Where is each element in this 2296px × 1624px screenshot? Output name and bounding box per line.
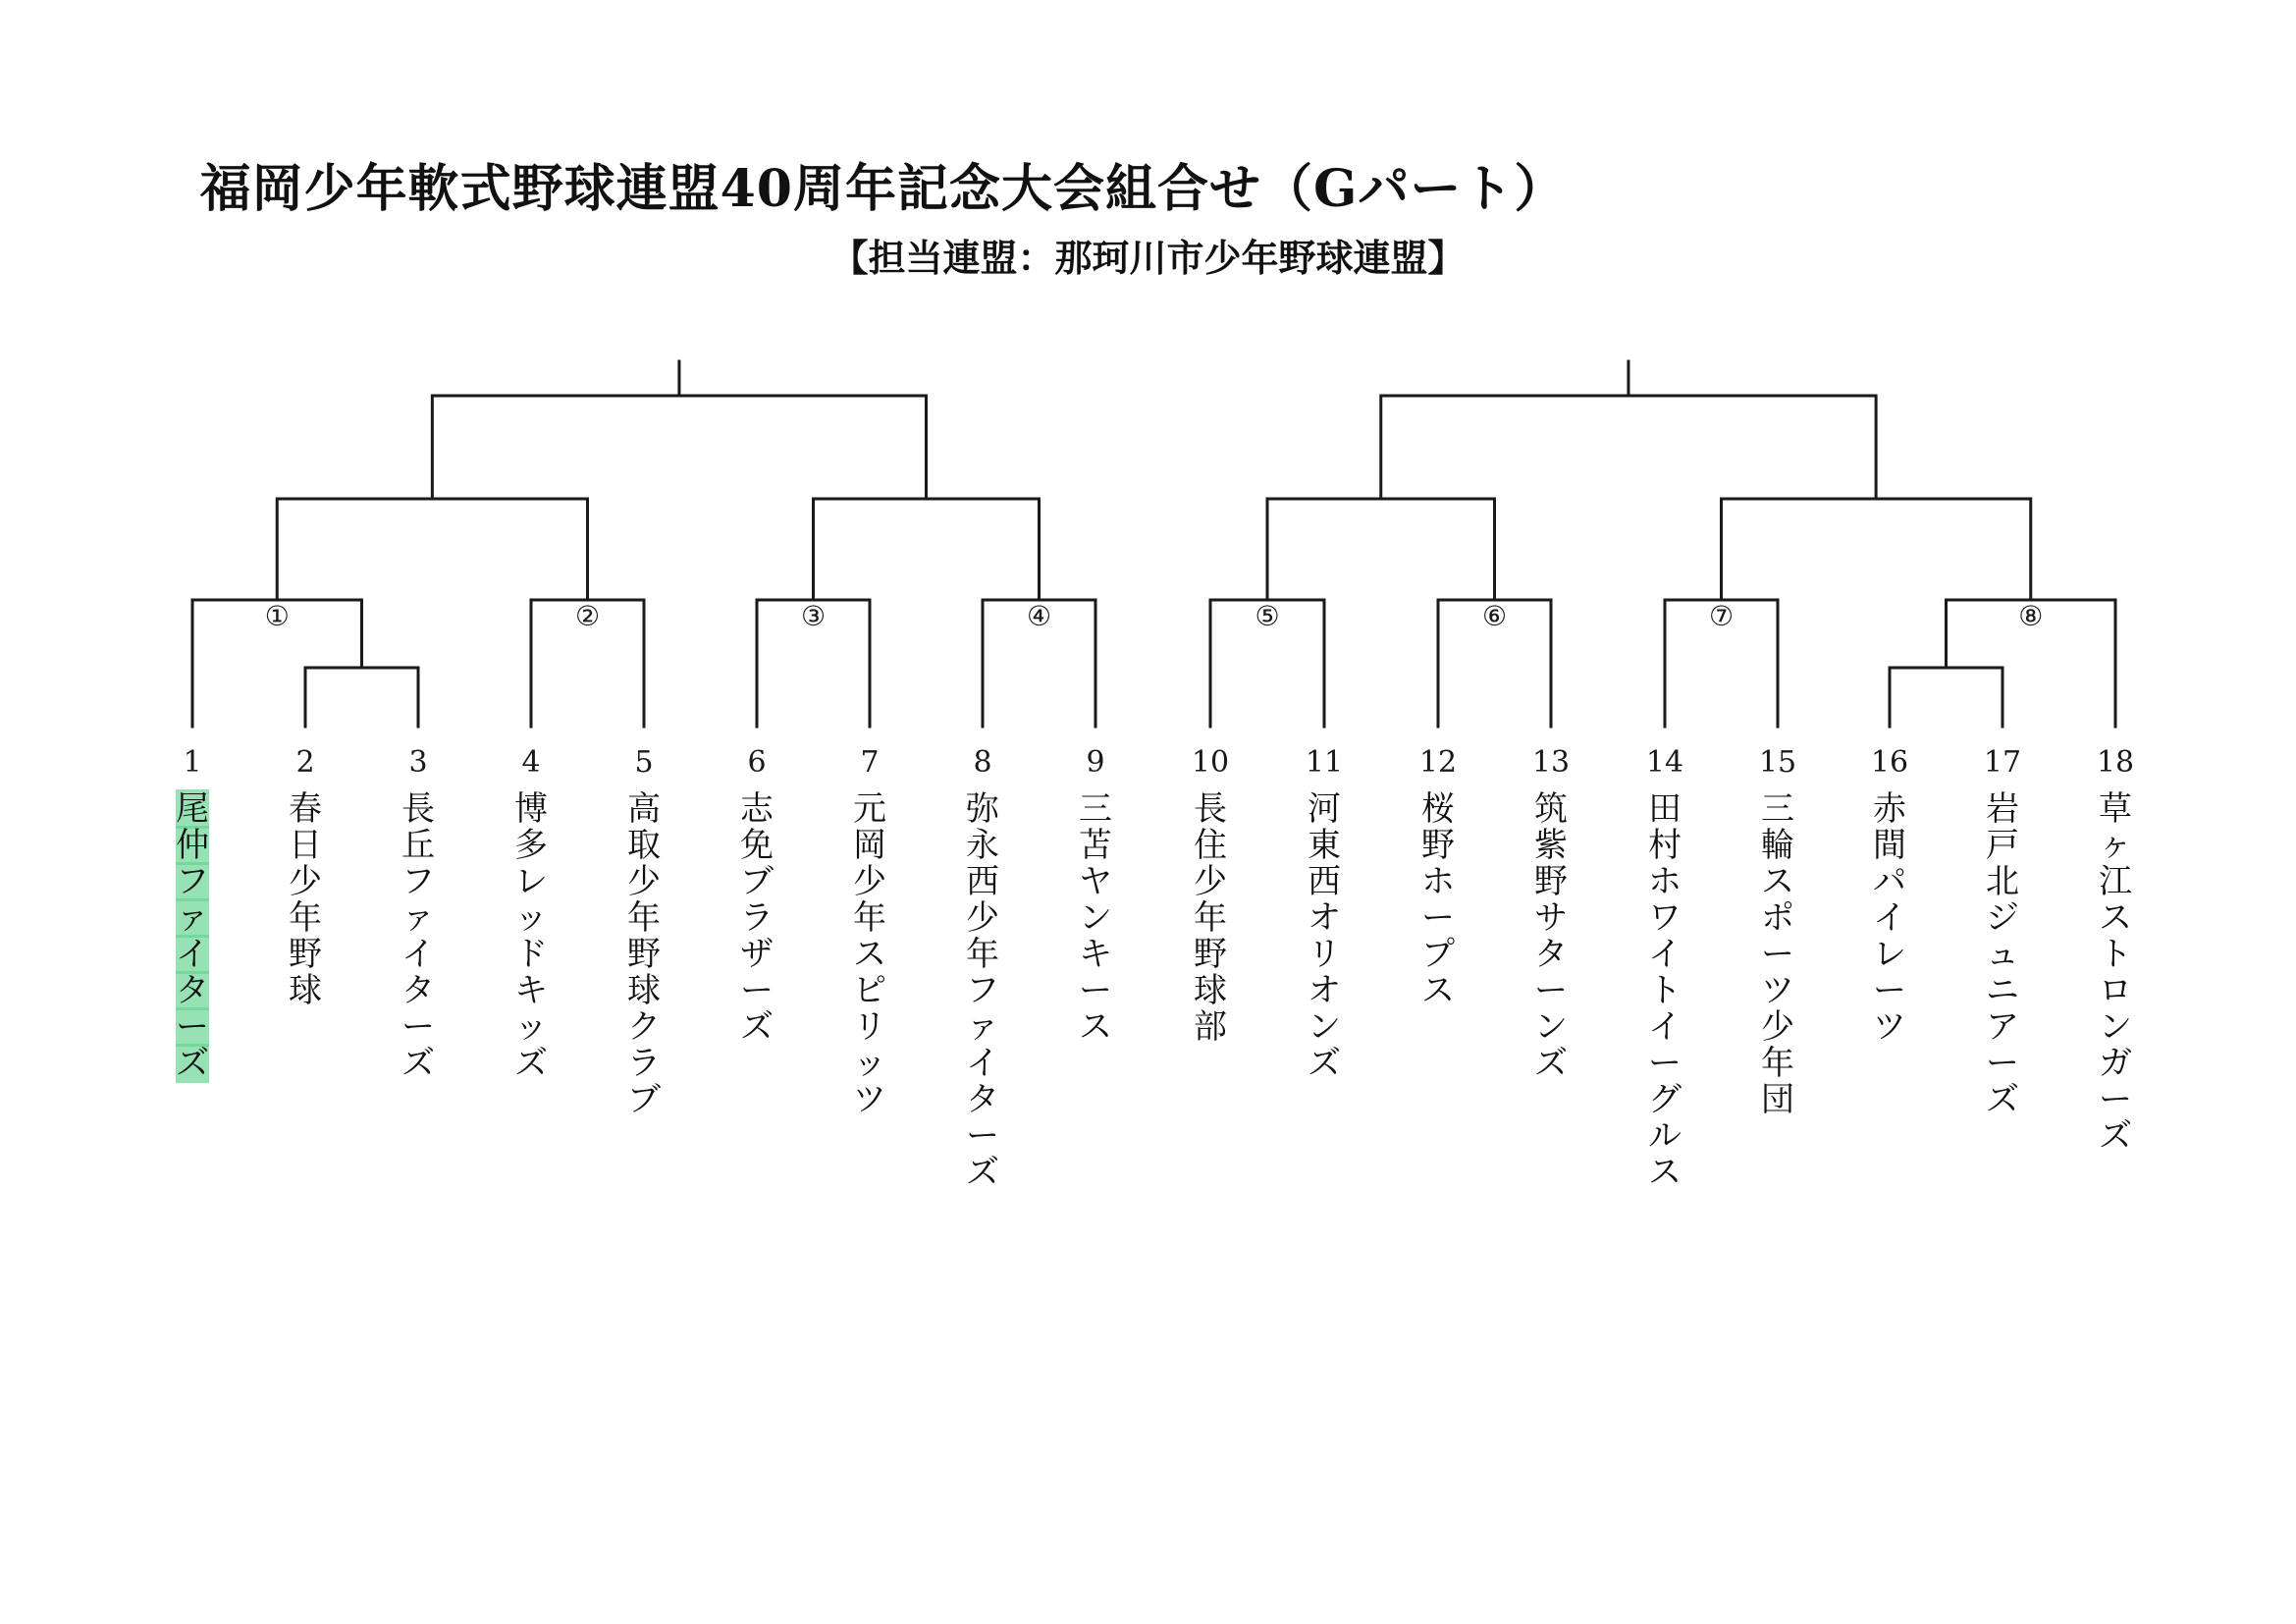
seed-number: 5: [634, 745, 654, 780]
team-name-text: 高取少年野球クラブ: [627, 789, 661, 1119]
seed-number: 2: [295, 745, 315, 780]
seed-number: 14: [1645, 745, 1684, 780]
match-label: ⑤: [1255, 600, 1280, 632]
match-label: ⑥: [1481, 600, 1508, 632]
seed-number: 1: [183, 745, 202, 780]
team-name: [624, 791, 664, 1204]
seed-number: 15: [1758, 745, 1797, 780]
team-name: [963, 791, 1002, 1204]
seed-numbers: [183, 745, 2134, 780]
seed-number: 4: [521, 745, 541, 780]
seed-number: 10: [1191, 745, 1230, 780]
seed-number: 9: [1086, 745, 1105, 780]
team-name-text: 赤間パイレーツ: [1873, 789, 1906, 1047]
team-name-text: 長丘ファイターズ: [401, 789, 435, 1083]
match-label: ⑧: [2018, 600, 2044, 632]
seed-number: 7: [860, 745, 880, 780]
seed-number: 6: [747, 745, 767, 780]
team-name: [1531, 791, 1571, 1204]
team-name: [2096, 791, 2135, 1204]
team-name: [399, 791, 438, 1204]
team-name: [1191, 791, 1230, 1204]
seed-number: 17: [1983, 745, 2022, 780]
team-name: [850, 791, 889, 1204]
team-name-text: 尾仲ファイターズ: [176, 789, 209, 1083]
seed-number: 3: [408, 745, 428, 780]
match-label: ①: [264, 600, 290, 632]
seed-number: 13: [1531, 745, 1571, 780]
seed-number: 12: [1418, 745, 1458, 780]
team-name-text: 筑紫野サターンズ: [1534, 789, 1568, 1083]
bracket-line-round2-1: [277, 499, 587, 600]
bracket-line-round2-3: [1267, 499, 1495, 600]
bracket-line-round2-4: [1722, 499, 2031, 600]
team-name-text: 三輪スポーツ少年団: [1761, 789, 1794, 1119]
bracket-line-pre-2-3: [305, 668, 418, 727]
team-name-text: 元岡少年スピリッツ: [853, 789, 886, 1119]
team-name-text: 春日少年野球: [289, 789, 322, 1010]
team-name-text: 桜野ホープス: [1421, 789, 1455, 1010]
seed-number: 16: [1870, 745, 1909, 780]
team-name-text: 河東西オリオンズ: [1308, 789, 1341, 1083]
team-name: [1758, 791, 1797, 1204]
bracket-line-pre-16-17: [1890, 668, 2002, 727]
bracket-line-round3-2: [1381, 396, 1876, 499]
team-name-text: 岩戸北ジュニアーズ: [1986, 789, 2019, 1119]
match-label: ④: [1026, 600, 1052, 632]
team-name-text: 草ヶ江ストロンガーズ: [2099, 789, 2132, 1156]
match-label: ⑦: [1708, 600, 1735, 632]
team-name: [1983, 791, 2022, 1204]
seed-number: 18: [2096, 745, 2135, 780]
team-name-text: 弥永西少年ファイターズ: [966, 789, 999, 1192]
team-name: [1418, 791, 1458, 1204]
team-name: [286, 791, 325, 1204]
match-label: ③: [800, 600, 827, 632]
team-name: [173, 791, 212, 1204]
team-name-text: 田村ホワイトイーグルス: [1648, 789, 1682, 1192]
team-name-text: 三苫ヤンキース: [1079, 789, 1112, 1047]
page-title-text: 福岡少年軟式野球連盟40周年記念大会組合せ（Gパート）: [199, 159, 1567, 219]
match-label: ②: [574, 600, 601, 632]
team-name: [1076, 791, 1115, 1204]
team-name-text: 博多レッドキッズ: [514, 789, 548, 1083]
bracket-line-round3-1: [432, 396, 926, 499]
bracket-line-round2-2: [814, 499, 1040, 600]
team-name: [1305, 791, 1344, 1204]
team-name: [511, 791, 551, 1204]
page-subtitle-text: 【担当連盟：那珂川市少年野球連盟】: [830, 236, 1466, 280]
team-name: [1870, 791, 1909, 1204]
seed-number: 11: [1305, 745, 1344, 780]
team-name-text: 長住少年野球部: [1194, 789, 1227, 1047]
seed-number: 8: [973, 745, 992, 780]
bracket-lines: [192, 361, 2115, 727]
team-name: [737, 791, 776, 1204]
team-name-text: 志免ブラザーズ: [740, 789, 774, 1047]
team-name: [1645, 791, 1684, 1204]
